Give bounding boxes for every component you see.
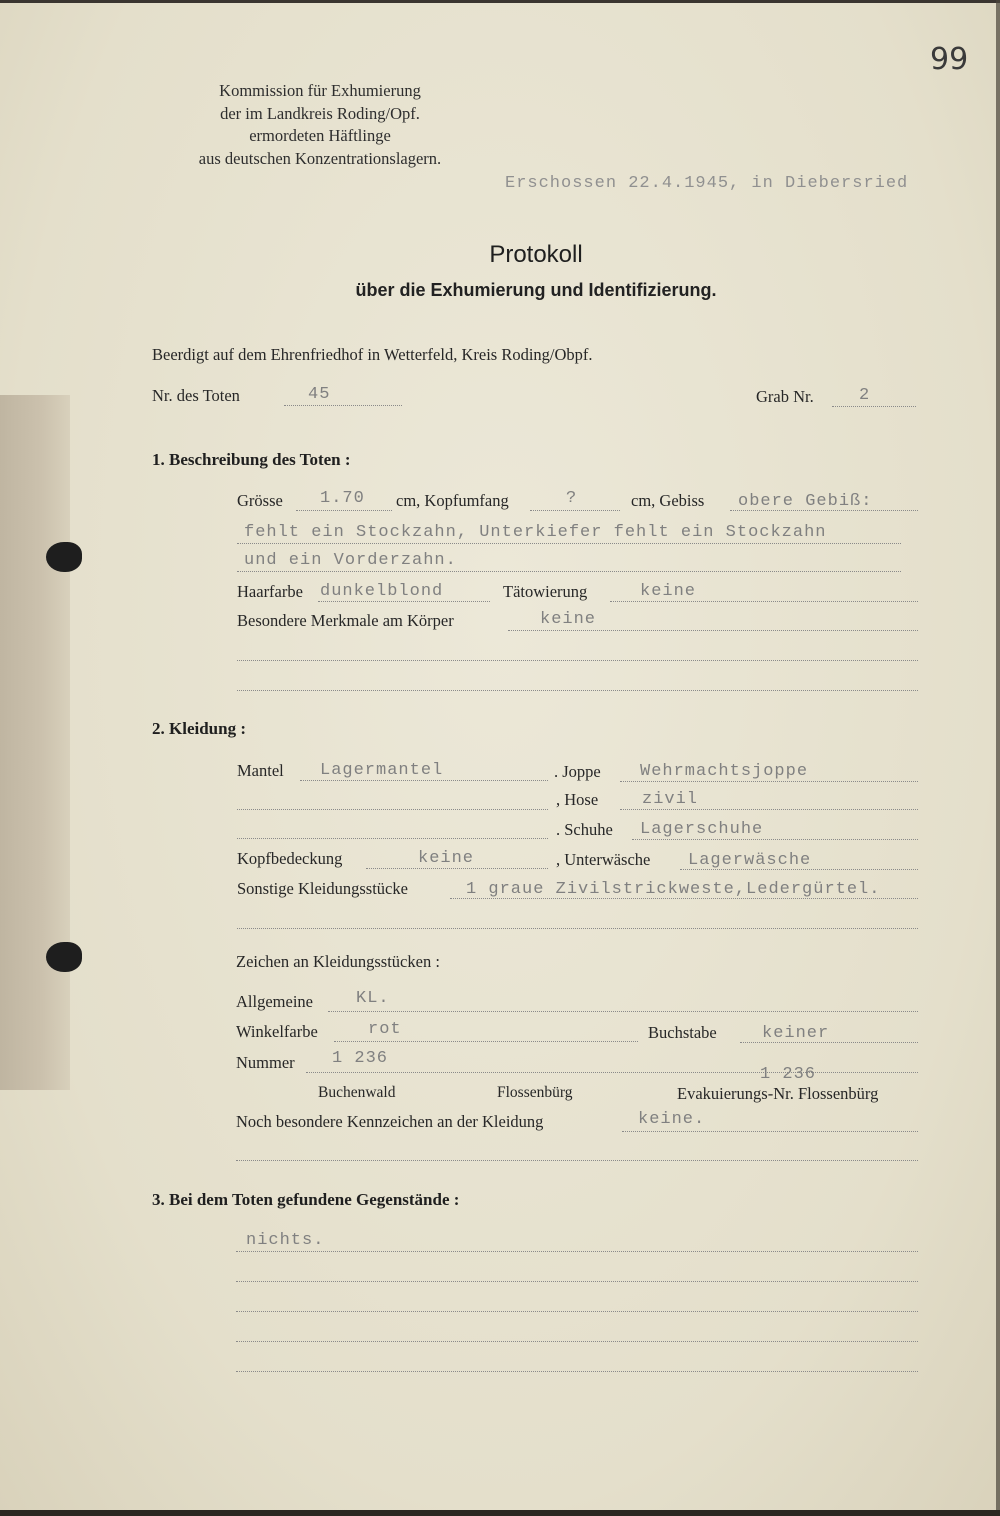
hose-value: zivil <box>642 790 699 809</box>
evakuierung-label: Evakuierungs-Nr. Flossenbürg <box>677 1084 879 1103</box>
bottom-edge <box>0 1510 1000 1516</box>
dotted-line <box>236 1341 918 1342</box>
dotted-line <box>237 690 918 691</box>
dotted-line <box>832 406 916 407</box>
dotted-line <box>237 660 918 661</box>
header-line: Kommission für Exhumierung <box>219 81 421 100</box>
top-edge <box>0 0 1000 3</box>
dotted-line <box>237 928 918 929</box>
joppe-value: Wehrmachtsjoppe <box>640 762 809 781</box>
haarfarbe-value: dunkelblond <box>320 582 444 601</box>
mantel-value: Lagermantel <box>320 761 444 780</box>
kopfumfang-value: ? <box>566 489 578 508</box>
document-subtitle: über die Exhumierung und Identifizierung. <box>355 280 717 300</box>
zeichen-label: Zeichen an Kleidungsstücken : <box>236 952 440 971</box>
merkmale-value: keine <box>540 610 597 629</box>
section2-title: 2. Kleidung : <box>152 719 246 738</box>
dotted-line <box>236 1371 918 1372</box>
dotted-line <box>318 601 490 602</box>
dotted-line <box>620 809 918 810</box>
schuhe-value: Lagerschuhe <box>640 820 764 839</box>
dotted-line <box>237 809 548 810</box>
dotted-line <box>530 510 620 511</box>
binding-strip <box>0 395 70 1090</box>
dotted-line <box>508 630 918 631</box>
dotted-line <box>620 781 918 782</box>
gebiss-value-1: obere Gebiß: <box>738 492 873 511</box>
flossenbuerg-label: Flossenbürg <box>497 1084 573 1101</box>
haarfarbe-label: Haarfarbe <box>237 582 303 601</box>
dotted-line <box>237 838 548 839</box>
nummer-value: 1 236 <box>332 1049 389 1068</box>
dotted-line <box>236 1251 918 1252</box>
dotted-line <box>236 1311 918 1312</box>
nr-toten-value: 45 <box>308 385 331 404</box>
nr-toten-label: Nr. des Toten <box>152 386 240 405</box>
gegenstaende-value: nichts. <box>246 1231 325 1250</box>
buchstabe-value: keiner <box>762 1024 830 1043</box>
evakuierung-value: 1 236 <box>760 1065 817 1084</box>
document-title: Protokoll <box>489 241 583 268</box>
kennzeichen-label: Noch besondere Kennzeichen an der Kleidung <box>236 1112 544 1131</box>
unterwaesche-value: Lagerwäsche <box>688 851 812 870</box>
sonstige-label: Sonstige Kleidungsstücke <box>237 879 408 898</box>
allgemeine-label: Allgemeine <box>236 992 313 1011</box>
sonstige-value: 1 graue Zivilstrickweste,Ledergürtel. <box>466 880 881 899</box>
schuhe-label: . Schuhe <box>556 820 613 839</box>
dotted-line <box>334 1041 638 1042</box>
grab-nr-value: 2 <box>859 386 871 405</box>
dotted-line <box>237 543 901 544</box>
burial-location: Beerdigt auf dem Ehrenfriedhof in Wetterfeld, Kreis Roding/Obpf. <box>152 345 593 364</box>
section1-title: 1. Beschreibung des Toten : <box>152 450 351 469</box>
page-number: 99 <box>930 42 969 77</box>
gebiss-label: cm, Gebiss <box>631 491 705 510</box>
hose-label: , Hose <box>556 790 599 809</box>
kopfbedeckung-value: keine <box>418 849 475 868</box>
winkelfarbe-label: Winkelfarbe <box>236 1022 318 1041</box>
punch-hole-icon <box>46 942 82 972</box>
punch-hole-icon <box>46 542 82 572</box>
commission-header <box>160 80 480 170</box>
kopfumfang-label: cm, Kopfumfang <box>396 491 509 510</box>
merkmale-label: Besondere Merkmale am Körper <box>237 611 454 630</box>
dotted-line <box>366 868 548 869</box>
gebiss-value-2: fehlt ein Stockzahn, Unterkiefer fehlt ein Stockzahn <box>244 523 827 542</box>
taetowierung-value: keine <box>640 582 697 601</box>
groesse-label: Grösse <box>237 491 283 510</box>
groesse-value: 1.70 <box>320 489 365 508</box>
section3-title: 3. Bei dem Toten gefundene Gegenstände : <box>152 1190 460 1209</box>
dotted-line <box>622 1131 918 1132</box>
header-line: aus deutschen Konzentrationslagern. <box>198 148 442 168</box>
dotted-line <box>306 1072 918 1073</box>
dotted-line <box>236 1160 918 1161</box>
joppe-label: . Joppe <box>554 762 601 781</box>
dotted-line <box>632 839 918 840</box>
typed-note: Erschossen 22.4.1945, in Diebersried <box>505 174 909 193</box>
dotted-line <box>300 780 548 781</box>
gebiss-value-3: und ein Vorderzahn. <box>244 551 457 570</box>
dotted-line <box>237 571 901 572</box>
dotted-line <box>236 1281 918 1282</box>
header-line: der im Landkreis Roding/Opf. <box>220 103 420 123</box>
kopfbedeckung-label: Kopfbedeckung <box>237 849 343 868</box>
nummer-label: Nummer <box>236 1053 295 1072</box>
right-edge <box>996 0 1000 1516</box>
winkelfarbe-value: rot <box>368 1020 402 1039</box>
allgemeine-value: KL. <box>356 989 390 1008</box>
header-line: ermordeten Häftlinge <box>249 126 391 145</box>
grab-nr-label: Grab Nr. <box>756 387 814 406</box>
unterwaesche-label: , Unterwäsche <box>556 850 651 869</box>
dotted-line <box>610 601 918 602</box>
buchstabe-label: Buchstabe <box>648 1023 717 1042</box>
dotted-line <box>284 405 402 406</box>
taetowierung-label: Tätowierung <box>503 582 588 601</box>
dotted-line <box>328 1011 918 1012</box>
kennzeichen-value: keine. <box>638 1110 706 1129</box>
buchenwald-label: Buchenwald <box>318 1084 396 1101</box>
dotted-line <box>296 510 392 511</box>
mantel-label: Mantel <box>237 761 284 780</box>
